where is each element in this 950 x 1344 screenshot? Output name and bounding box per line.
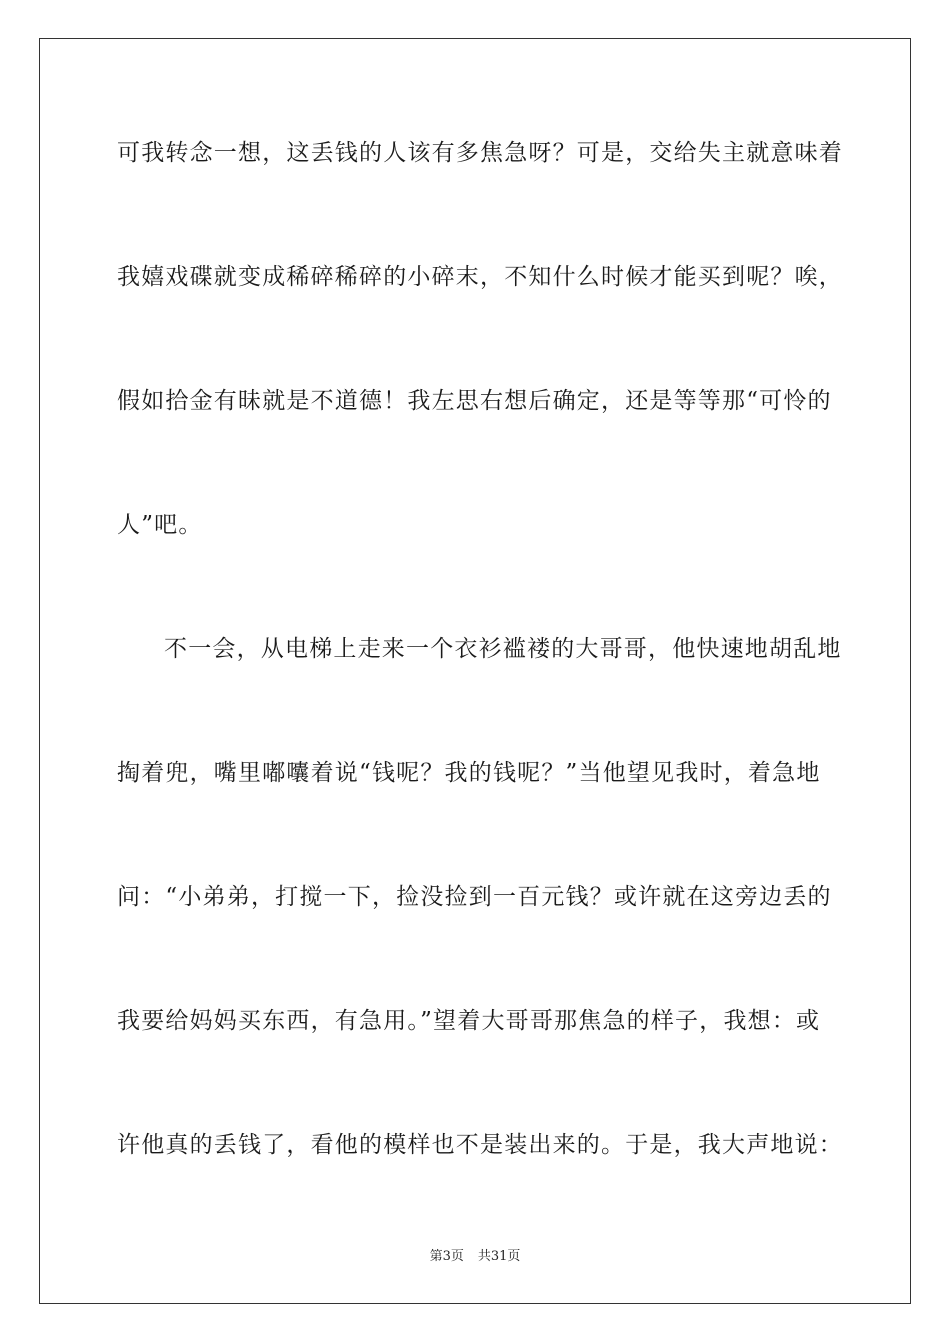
text-line-4: 人”吧。 bbox=[117, 512, 203, 538]
page-border bbox=[39, 38, 911, 1304]
page-footer bbox=[0, 1248, 950, 1266]
text-line-6: 掏着兜，嘴里嘟囔着说“钱呢？我的钱呢？”当他望见我时，着急地 bbox=[117, 760, 821, 786]
text-line-5: 不一会，从电梯上走来一个衣衫褴褛的大哥哥，他快速地胡乱地 bbox=[164, 636, 842, 662]
total-pages: 共31页 bbox=[477, 1249, 521, 1264]
text-line-2: 我嬉戏碟就变成稀碎稀碎的小碎末，不知什么时候才能买到呢？唉， bbox=[117, 264, 843, 290]
text-line-3: 假如拾金有昧就是不道德！我左思右想后确定，还是等等那“可怜的 bbox=[117, 388, 832, 414]
text-line-1: 可我转念一想，这丢钱的人该有多焦急呀？可是，交给失主就意味着 bbox=[117, 140, 843, 166]
page-number: 第3页 bbox=[429, 1249, 464, 1264]
text-line-9: 许他真的丢钱了，看他的模样也不是装出来的。于是，我大声地说： bbox=[117, 1132, 843, 1158]
text-line-8: 我要给妈妈买东西，有急用。”望着大哥哥那焦急的样子，我想：或 bbox=[117, 1008, 821, 1034]
text-line-7: 问：“小弟弟，打搅一下，捡没捡到一百元钱？或许就在这旁边丢的 bbox=[117, 884, 832, 910]
